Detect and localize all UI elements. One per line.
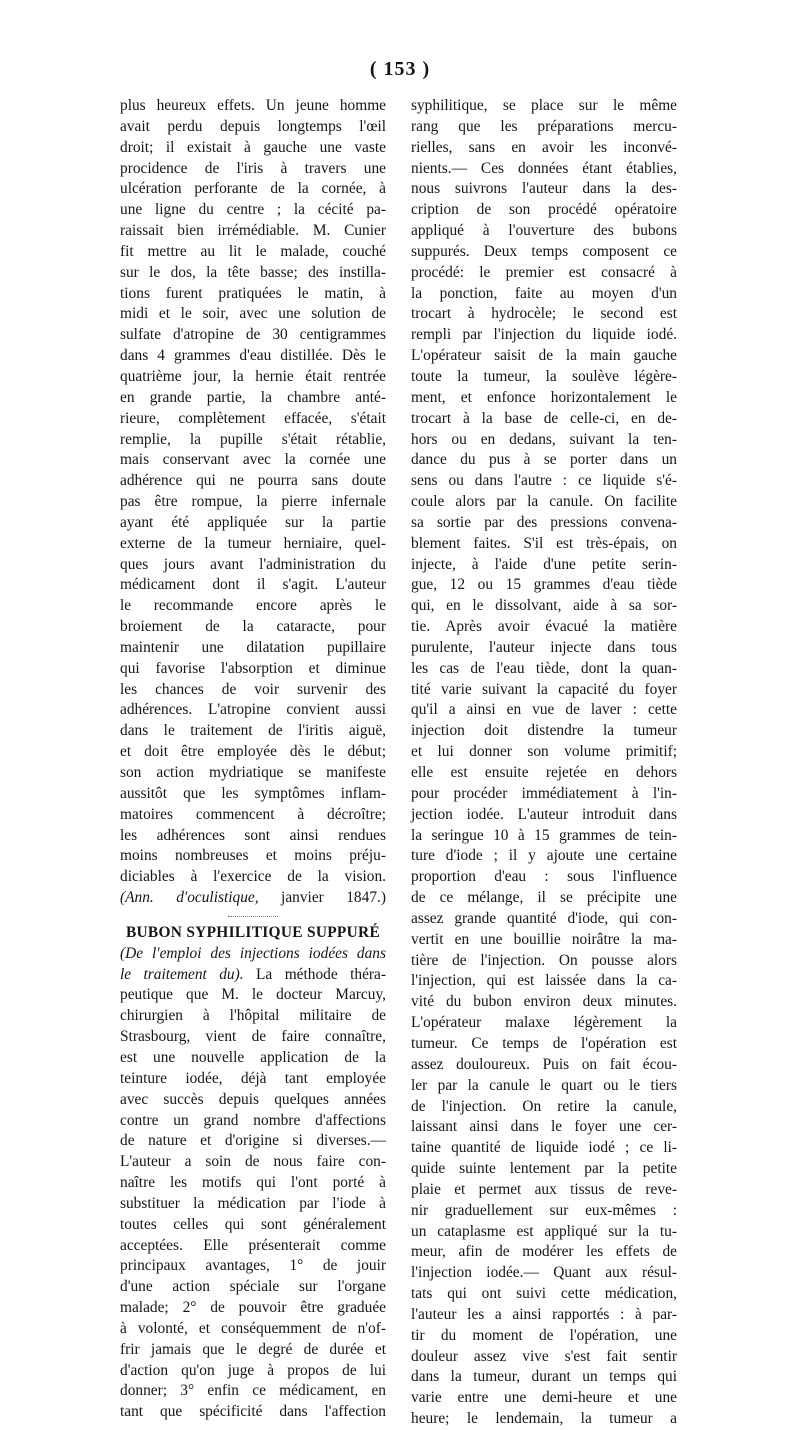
text-line: externe de la tumeur herniaire, quel- [120, 534, 386, 552]
text-line: à volonté, et conséquemment de n'of- [120, 1319, 386, 1337]
page-number: ( 153 ) [369, 58, 431, 80]
paragraph-procedure [411, 96, 677, 1430]
text-line: douleur assez vive s'est fait sentir [411, 1347, 677, 1365]
text-line: trocart à hydrocèle; le second est [411, 305, 677, 323]
text-line: ayant été appliquée sur la partie [120, 513, 386, 531]
text-line: de ce mélange, il se précipite une [411, 889, 677, 907]
text-line: est une nouvelle application de la [120, 1048, 386, 1066]
text-line: un cataplasme est appliqué sur la tu- [411, 1222, 677, 1240]
text-line: fit mettre au lit le malade, couché [120, 242, 386, 260]
text-line: Strasbourg, vient de faire connaître, [120, 1028, 386, 1046]
text-line: l'injection, qui est laissée dans la ca- [411, 972, 677, 990]
text-line: ture d'iode ; il y ajoute une certaine [411, 847, 677, 865]
text-line: syphilitique, se place sur le même [411, 97, 677, 114]
text-line: avec succès depuis quelques années [120, 1090, 386, 1108]
text-line: midi et le soir, avec une solution de [120, 305, 386, 323]
text-line: l'injection iodée.— Quant aux résul- [411, 1264, 677, 1282]
text-line: dans la tumeur, durant un temps qui [411, 1368, 677, 1386]
text-line: diciables à l'exercice de la vision. [120, 868, 386, 886]
text-line: en grande partie, la chambre anté- [120, 388, 386, 406]
text-line: proportion d'eau : sous l'influence [411, 868, 677, 886]
citation-source: (Ann. d'oculistique, [120, 889, 259, 907]
text-line: ler par la canule le quart ou le tiers [411, 1076, 677, 1094]
text-line: contre un grand nombre d'affections [120, 1111, 386, 1129]
text-line: ques jours avant l'administration du [120, 555, 386, 573]
text-line: moins nombreuses et moins préju- [120, 847, 386, 865]
text-line: nous suivrons l'auteur dans la des- [411, 180, 677, 198]
section-subtitle-line: (De l'emploi des injections iodées dans [120, 944, 386, 962]
text-line: taine quantité de liquide iodé ; ce li- [411, 1139, 677, 1157]
text-line: les cas de l'eau tiède, dont la quan- [411, 659, 677, 677]
text-line: dans 4 grammes d'eau distillée. Dès le [120, 347, 386, 365]
text-line: d'action qu'on juge à propos de lui [120, 1361, 386, 1379]
text-line: rielles, sans en avoir les inconvé- [411, 138, 677, 156]
text-line: tité varie suivant la capacité du foyer [411, 680, 677, 698]
citation-line [120, 888, 386, 909]
text-line: laissant ainsi dans le foyer une cer- [411, 1118, 677, 1136]
text-line: matoires commencent à décroître; [120, 805, 386, 823]
text-line: plus heureux effets. Un jeune homme [120, 97, 386, 114]
citation-date: janvier 1847.) [281, 889, 386, 907]
text-line: vertit en une bouillie noirâtre la ma- [411, 930, 677, 948]
text-line: maintenir une dilatation pupillaire [120, 638, 386, 656]
text-line: d'une action spéciale sur l'organe [120, 1278, 386, 1296]
text-line: médicament dont il s'agit. L'auteur [120, 576, 386, 594]
text-line: la ponction, faite au moyen d'un [411, 284, 677, 302]
text-line: rieure, complètement effacée, s'était [120, 409, 386, 427]
text-line: et lui donner son volume primitif; [411, 743, 677, 761]
text-line: qui favorise l'absorption et diminue [120, 659, 386, 677]
section-subtitle-line: le traitement du). La méthode théra- [120, 965, 386, 983]
text-line: tats qui ont suivi cette médication, [411, 1285, 677, 1303]
text-line: peutique que M. le docteur Marcuy, [120, 986, 386, 1004]
text-line: meur, afin de modérer les effets de [411, 1243, 677, 1261]
text-line: les adhérences sont ainsi rendues [120, 826, 386, 844]
text-line: mais conservant avec la cornée une [120, 451, 386, 469]
text-line: qui, en le dissolvant, aide à sa sor- [411, 597, 677, 615]
text-line: de l'injection. On retire la canule, [411, 1097, 677, 1115]
text-line: naître les motifs qui l'ont porté à [120, 1174, 386, 1192]
text-line: les chances de voir survenir des [120, 680, 386, 698]
section-divider [120, 909, 386, 923]
text-line: trocart à la base de celle-ci, en de- [411, 409, 677, 427]
text-line: une ligne du centre ; la cécité pa- [120, 201, 386, 219]
text-line: avait perdu depuis longtemps l'œil [120, 117, 386, 135]
text-line: tie. Après avoir évacué la matière [411, 618, 677, 636]
text-line: chirurgien à l'hôpital militaire de [120, 1007, 386, 1025]
text-line: tière de l'injection. On pousse alors [411, 951, 677, 969]
text-line: vité du bubon environ deux minutes. [411, 993, 677, 1011]
text-line: suppurés. Deux temps composent ce [411, 242, 677, 260]
text-line: de nature et d'origine si diverses.— [120, 1132, 386, 1150]
text-line: L'opérateur saisit de la main gauche [411, 347, 677, 365]
text-line: cription de son procédé opératoire [411, 201, 677, 219]
text-line: son action mydriatique se manifeste [120, 764, 386, 781]
text-line: heure; le lendemain, la tumeur a [411, 1410, 677, 1428]
text-line: L'opérateur malaxe légèrement la [411, 1014, 677, 1032]
text-line: procédé: le premier est consacré à [411, 263, 677, 281]
text-line: remplie, la pupille s'était rétablie, [120, 430, 386, 448]
text-line: tions furent pratiquées le matin, à [120, 284, 386, 302]
text-line: assez douloureux. Puis on fait écou- [411, 1055, 677, 1073]
text-line: jection iodée. L'auteur introduit dans [411, 805, 677, 823]
text-line: tir du moment de l'opération, une [411, 1326, 677, 1344]
text-line: adhérences. L'atropine convient aussi [120, 701, 386, 719]
text-line: nir graduellement sur eux-mêmes : [411, 1201, 677, 1219]
text-line: plaie et permet aux tissus de reve- [411, 1180, 677, 1198]
text-line: sa sortie par des pressions convena- [411, 513, 677, 531]
text-line: assez grande quantité d'iode, qui con- [411, 909, 677, 927]
text-line: quide suinte lentement par la petite [411, 1160, 677, 1178]
text-line: frir jamais que le degré de durée et [120, 1340, 386, 1358]
text-line: nients.— Ces données étant établies, [411, 159, 677, 177]
text-line: quatrième jour, la hernie était rentrée [120, 367, 386, 385]
text-line: broiement de la cataracte, pour [120, 618, 386, 636]
text-line: et doit être employée dès le début; [120, 743, 386, 761]
text-line: ment, et enfonce horizontalement le [411, 388, 677, 406]
text-line: tumeur. Ce temps de l'opération est [411, 1034, 677, 1052]
text-line: substituer la médication par l'iode à [120, 1194, 386, 1212]
text-line: malade; 2° de pouvoir être graduée [120, 1299, 386, 1317]
text-line: purulente, l'auteur injecte dans tous [411, 638, 677, 656]
text-line: ulcération perforante de la cornée, à [120, 180, 386, 198]
text-line: appliqué à l'ouverture des bubons [411, 222, 677, 240]
text-line: qu'il a ainsi en vue de laver : cette [411, 701, 677, 719]
text-line: principaux avantages, 1° de jouir [120, 1257, 386, 1275]
text-line: aussitôt que les symptômes inflam- [120, 784, 386, 802]
text-line: procidence de l'iris à travers une [120, 159, 386, 177]
text-line: dans le traitement de l'iritis aiguë, [120, 722, 386, 740]
text-line: tant que spécificité dans l'affection [120, 1403, 386, 1421]
text-line: toutes celles qui sont généralement [120, 1215, 386, 1233]
text-line: rempli par l'injection du liquide iodé. [411, 326, 677, 344]
text-line: L'auteur a soin de nous faire con- [120, 1153, 386, 1171]
text-line: sens ou dans l'autre : ce liquide s'é- [411, 472, 677, 490]
text-line: rang que les préparations mercu- [411, 117, 677, 135]
text-line: la seringue 10 à 15 grammes de tein- [411, 826, 677, 844]
right-column [411, 96, 677, 1430]
paragraph-atropine [120, 96, 386, 888]
text-line: coule alors par la canule. On facilite [411, 493, 677, 511]
text-line: blement faites. S'il est très-épais, on [411, 534, 677, 552]
text-line: varie entre une demi-heure et une [411, 1389, 677, 1407]
text-line: elle est ensuite rejetée en dehors [411, 764, 677, 781]
text-line: raissait bien irrémédiable. M. Cunier [120, 222, 386, 240]
text-line: sur le dos, la tête basse; des instilla- [120, 263, 386, 281]
text-line: gue, 12 ou 15 grammes d'eau tiède [411, 576, 677, 594]
text-line: sulfate d'atropine de 30 centigrammes [120, 326, 386, 344]
text-line: injecte, à l'aide d'une petite serin- [411, 555, 677, 573]
text-line: hors ou en dedans, suivant la ten- [411, 430, 677, 448]
text-line: droit; il existait à gauche une vaste [120, 138, 386, 156]
text-line: l'auteur les a ainsi rapportés : à par- [411, 1305, 677, 1323]
text-line: pas être rompue, la pierre infernale [120, 493, 386, 511]
section-heading: BUBON SYPHILITIQUE SUPPURÉ [125, 923, 381, 941]
paragraph-bubon [120, 985, 386, 1423]
text-line: toute la tumeur, la soulève légère- [411, 367, 677, 385]
left-column [120, 96, 386, 1423]
text-line: donner; 3° enfin ce médicament, en [120, 1382, 386, 1400]
text-line: le recommande encore après le [120, 597, 386, 615]
text-line: pour procéder immédiatement à l'in- [411, 784, 677, 802]
text-line: adhérence qui ne pourra sans doute [120, 472, 386, 490]
text-line: acceptées. Elle présenterait comme [120, 1236, 386, 1254]
text-line: dance du pus à se porter dans un [411, 451, 677, 469]
text-line: injection doit distendre la tumeur [411, 722, 677, 740]
text-line: teinture iodée, déjà tant employée [120, 1069, 386, 1087]
